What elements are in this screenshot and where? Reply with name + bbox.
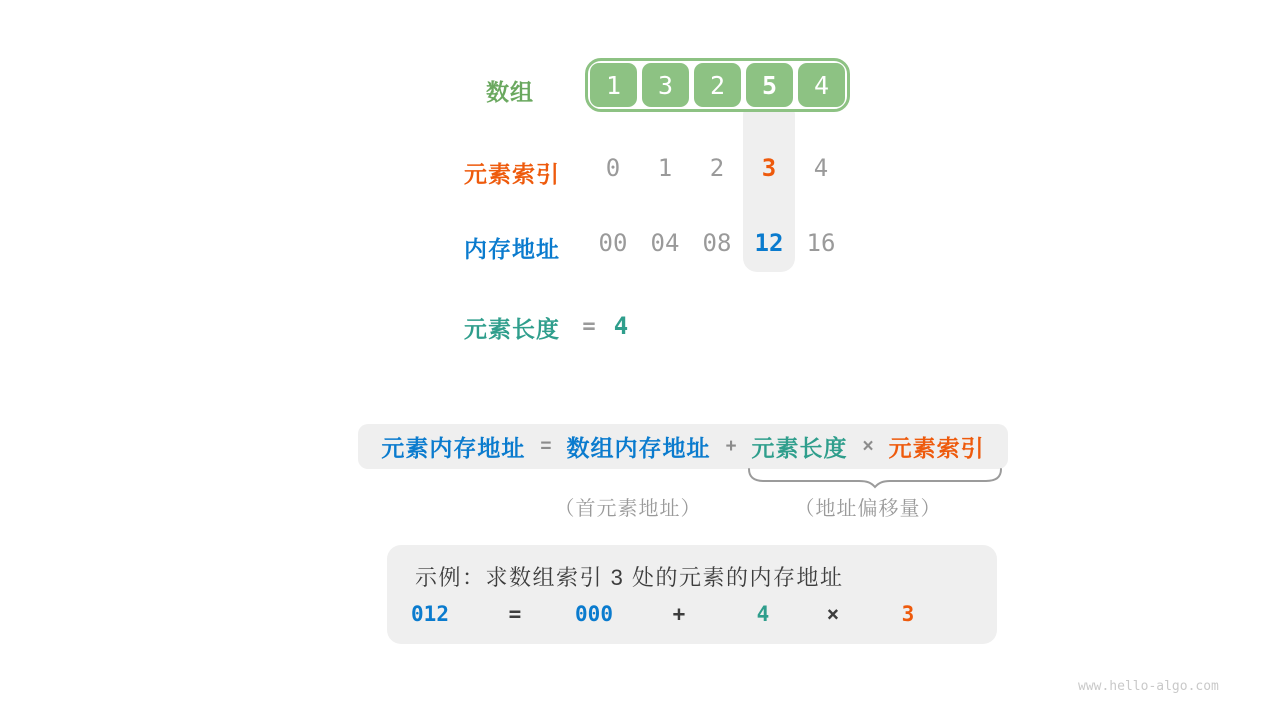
index-value-0: 0: [605, 154, 621, 182]
memory-value-2: 08: [702, 229, 732, 257]
array-cell-3-highlighted: 5: [746, 63, 793, 107]
underbrace-icon: [747, 467, 1003, 489]
array-container: [585, 58, 850, 112]
index-row-label: 元素索引: [464, 161, 560, 187]
formula-plus-sign: +: [725, 435, 737, 457]
array-cell-2: 2: [694, 63, 741, 107]
example-result-address: 012: [411, 602, 449, 626]
array-cell-0: 1: [590, 63, 637, 107]
formula-bar: [358, 424, 1008, 469]
memory-value-4: 16: [806, 229, 836, 257]
memory-value-1: 04: [650, 229, 680, 257]
index-value-3-highlighted: 3: [761, 154, 777, 182]
formula-element-index: 元素索引: [888, 435, 985, 461]
formula-element-length: 元素长度: [751, 435, 848, 461]
memory-value-0: 00: [598, 229, 628, 257]
example-title: 示例：求数组索引 3 处的元素的内存地址: [415, 565, 844, 590]
example-index-value: 3: [901, 602, 915, 626]
length-value: 4: [613, 312, 629, 340]
array-label: 数组: [486, 79, 534, 105]
memory-value-3-highlighted: 12: [754, 229, 784, 257]
formula-array-address: 数组内存地址: [566, 435, 711, 461]
watermark: www.hello-algo.com: [1078, 679, 1219, 694]
example-times-sign: ×: [826, 602, 840, 626]
index-value-4: 4: [813, 154, 829, 182]
length-row-label: 元素长度: [464, 316, 560, 342]
example-equals-sign: =: [508, 602, 522, 626]
array-cell-4: 4: [798, 63, 845, 107]
formula-element-address: 元素内存地址: [381, 435, 526, 461]
example-box: [387, 545, 997, 644]
annotation-address-offset: （地址偏移量）: [794, 498, 942, 520]
formula-times-sign: ×: [862, 435, 874, 457]
memory-row-label: 内存地址: [464, 236, 560, 262]
example-length-value: 4: [756, 602, 770, 626]
annotation-first-element-address: （首元素地址）: [554, 498, 702, 520]
index-value-1: 1: [657, 154, 673, 182]
formula-equals-sign: =: [540, 435, 552, 457]
example-plus-sign: +: [672, 602, 686, 626]
example-base-address: 000: [575, 602, 613, 626]
array-cell-1: 3: [642, 63, 689, 107]
length-equals-sign: =: [582, 314, 596, 339]
index-value-2: 2: [709, 154, 725, 182]
